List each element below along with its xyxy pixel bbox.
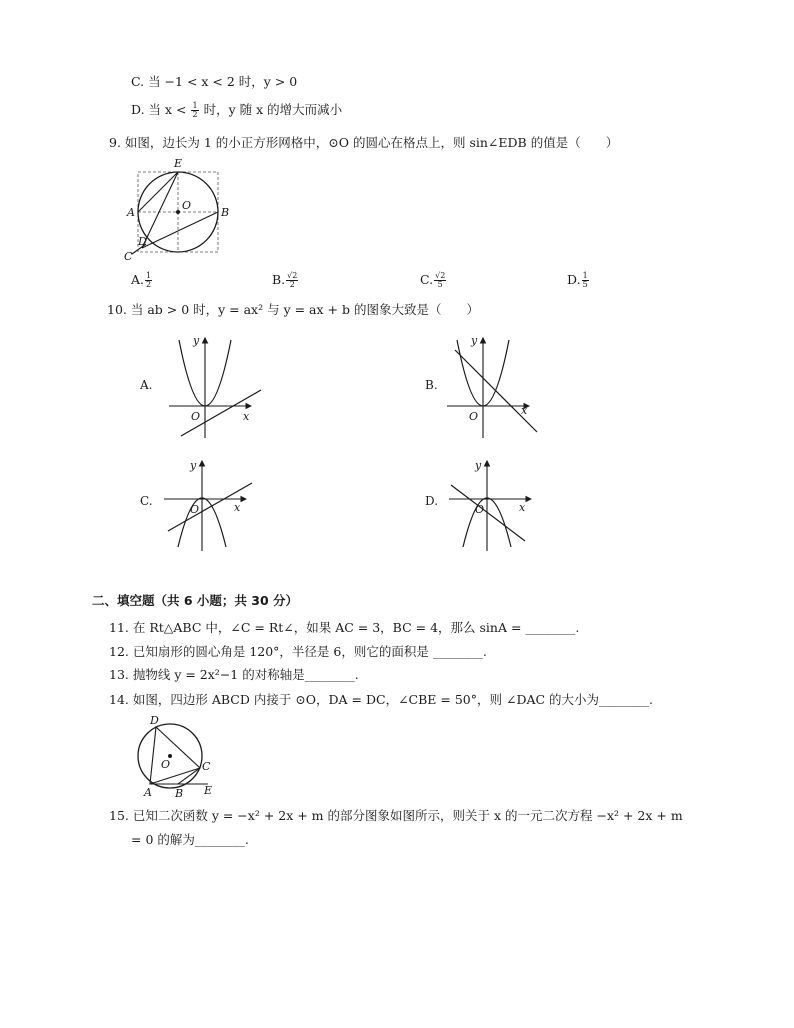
y-label: y (193, 334, 200, 347)
option-letter: A. (131, 272, 145, 287)
segment-ed (142, 172, 178, 248)
label-b: B (175, 787, 184, 800)
fraction-numerator: 1 (192, 101, 198, 110)
option-letter: C. (420, 272, 434, 287)
q9-option-c (420, 272, 447, 289)
option-fraction (145, 272, 152, 289)
origin-label: O (475, 503, 485, 516)
q8-option-c: C. 当 −1 < x < 2 时，y > 0 (131, 74, 298, 89)
y-label: y (471, 334, 478, 347)
option-letter: D. (567, 272, 581, 287)
fraction-denominator: 2 (146, 280, 152, 289)
origin-label: O (190, 503, 200, 516)
origin-label: O (469, 410, 479, 423)
q14-figure (128, 712, 228, 802)
q8-option-d-post: 时，y 随 x 的增大而减小 (203, 102, 343, 117)
q14-text: 14. 如图，四边形 ABCD 内接于 ⊙O，DA = DC，∠CBE = 50°，则 ∠DAC 的大小为________. (109, 692, 654, 707)
fraction-numerator: 1 (582, 271, 588, 280)
origin-label: O (191, 410, 201, 423)
q12-text: 12. 已知扇形的圆心角是 120°，半径是 6，则它的面积是 ________. (109, 644, 487, 659)
q9-stem: 9. 如图，边长为 1 的小正方形网格中，⊙O 的圆心在格点上，则 sin∠EDB 的值是（ ） (109, 135, 619, 150)
y-label: y (475, 459, 482, 472)
q15-line2: = 0 的解为________. (131, 832, 249, 847)
q11-text: 11. 在 Rt△ABC 中，∠C = Rt∠，如果 AC = 3，BC = 4，那么 sinA = ________. (109, 620, 580, 635)
option-fraction (286, 272, 298, 289)
segment-db (142, 212, 218, 248)
label-o: O (161, 758, 171, 771)
q10-stem: 10. 当 ab > 0 时，y = ax² 与 y = ax + b 的图象大致是（ ） (107, 302, 479, 317)
q9-option-a (131, 272, 153, 289)
label-e: E (174, 157, 183, 170)
center-point (176, 210, 180, 214)
x-label: x (521, 404, 528, 417)
q10-graph-a (165, 330, 275, 440)
q10-graph-c (160, 455, 270, 555)
diagonal-ac (150, 768, 200, 784)
q8-option-d (131, 102, 342, 119)
label-b: B (221, 206, 230, 219)
label-c: C (202, 760, 211, 773)
line (451, 485, 525, 541)
x-label: x (243, 410, 250, 423)
label-e: E (204, 784, 213, 797)
line (455, 350, 537, 432)
q10-graph-d (445, 455, 555, 555)
fraction-denominator: 5 (437, 280, 443, 289)
x-label: x (519, 501, 526, 514)
q9-option-b (272, 272, 299, 289)
q10-option-b-label: B. (425, 378, 438, 392)
fraction-denominator: 2 (192, 110, 198, 119)
fraction-numerator: √2 (435, 271, 446, 280)
fraction-numerator: √2 (287, 271, 298, 280)
y-label: y (190, 459, 197, 472)
fraction-denominator: 2 (289, 280, 295, 289)
fraction-denominator: 5 (582, 280, 588, 289)
option-fraction (434, 272, 446, 289)
q10-option-a-label: A. (140, 378, 153, 392)
q13-text: 13. 抛物线 y = 2x²−1 的对称轴是________. (109, 667, 359, 682)
section-title: 二、填空题（共 6 小题；共 30 分） (92, 593, 299, 608)
x-label: x (234, 501, 241, 514)
label-d: D (138, 235, 147, 248)
label-o: O (182, 199, 192, 212)
label-c: C (124, 250, 133, 263)
q8-option-d-pre: D. 当 x < (131, 102, 187, 117)
q10-graph-b (443, 330, 553, 440)
label-d: D (150, 714, 159, 727)
label-a: A (127, 206, 135, 219)
label-a: A (144, 786, 152, 799)
q9-option-d (567, 272, 590, 289)
q8-option-d-fraction (191, 102, 198, 119)
q10-option-d-label: D. (425, 494, 439, 508)
fraction-numerator: 1 (146, 271, 152, 280)
q15-line1: 15. 已知二次函数 y = −x² + 2x + m 的部分图象如图所示，则关于 x 的一元二次方程 −x² + 2x + m (109, 808, 683, 823)
q9-figure (118, 152, 248, 262)
q10-option-c-label: C. (140, 494, 153, 508)
option-fraction (582, 272, 589, 289)
option-letter: B. (272, 272, 286, 287)
